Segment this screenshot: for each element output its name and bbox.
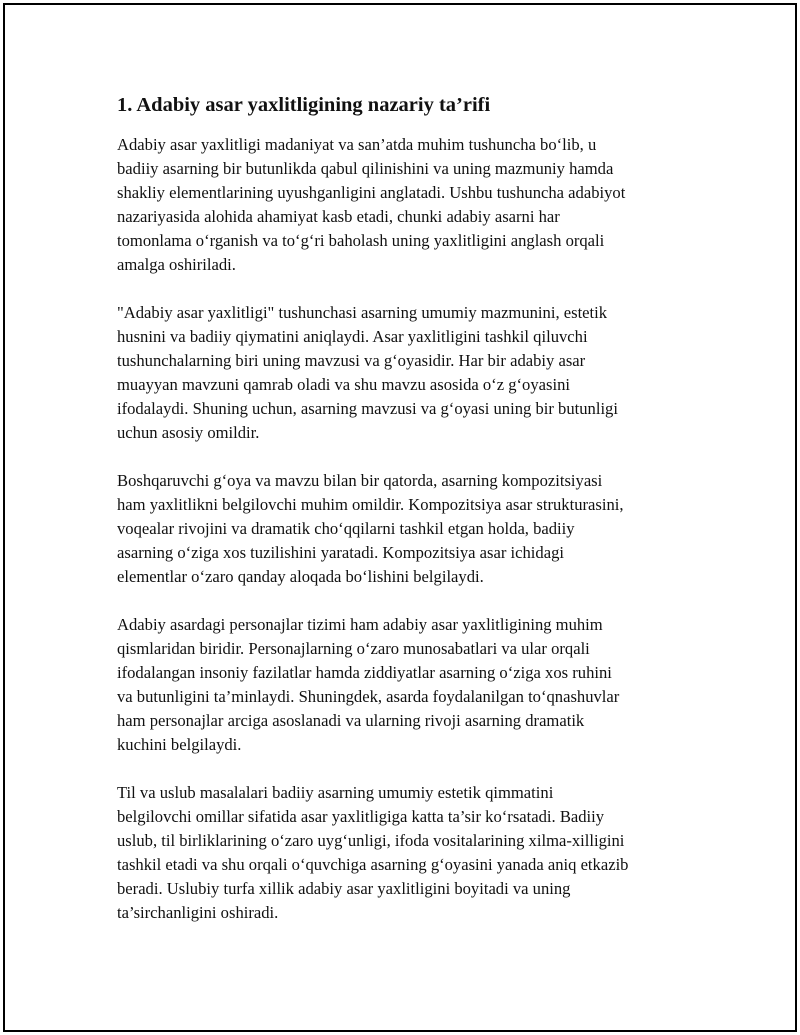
paragraph-line: badiiy asarning bir butunlikda qabul qilinishini va uning mazmuniy hamda	[117, 159, 614, 178]
paragraph-line: tashkil etadi va shu orqali oʻquvchiga asarning gʻoyasini yanada aniq etkazib	[117, 855, 629, 874]
paragraph-1	[117, 133, 689, 277]
paragraph-line: ta’sirchanligini oshiradi.	[117, 903, 279, 922]
paragraph-line: asarning oʻziga xos tuzilishini yaratadi. Kompozitsiya asar ichidagi	[117, 543, 564, 562]
paragraph-line: uslub, til birliklarining oʻzaro uygʻunligi, ifoda vositalarining xilma-xilligini	[117, 831, 625, 850]
paragraph-container	[117, 133, 689, 925]
paragraph-line: qismlaridan biridir. Personajlarning oʻzaro munosabatlari va ular orqali	[117, 639, 590, 658]
paragraph-line: ham personajlar arciga asoslanadi va ularning rivoji asarning dramatik	[117, 711, 585, 730]
paragraph-5	[117, 781, 689, 925]
paragraph-line: tomonlama oʻrganish va toʻgʻri baholash uning yaxlitligini anglash orqali	[117, 231, 605, 250]
paragraph-line: beradi. Uslubiy turfa xillik adabiy asar yaxlitligini boyitadi va uning	[117, 879, 571, 898]
paragraph-line: Til va uslub masalalari badiiy asarning umumiy estetik qimmatini	[117, 783, 554, 802]
paragraph-line: Adabiy asardagi personajlar tizimi ham adabiy asar yaxlitligining muhim	[117, 615, 603, 634]
paragraph-line: ifodalaydi. Shuning uchun, asarning mavzusi va gʻoyasi uning bir butunligi	[117, 399, 618, 418]
paragraph-line: ifodalangan insoniy fazilatlar hamda ziddiyatlar asarning oʻziga xos ruhini	[117, 663, 612, 682]
paragraph-line: uchun asosiy omildir.	[117, 423, 260, 442]
paragraph-line: va butunligini ta’minlaydi. Shuningdek, asarda foydalanilgan toʻqnashuvlar	[117, 687, 620, 706]
paragraph-2	[117, 301, 689, 445]
section-heading: 1. Adabiy asar yaxlitligining nazariy ta’rifi	[117, 94, 491, 116]
paragraph-line: Boshqaruvchi gʻoya va mavzu bilan bir qatorda, asarning kompozitsiyasi	[117, 471, 603, 490]
paragraph-line: nazariyasida alohida ahamiyat kasb etadi, chunki adabiy asarni har	[117, 207, 560, 226]
paragraph-line: amalga oshiriladi.	[117, 255, 236, 274]
paragraph-line: voqealar rivojini va dramatik choʻqqilarni tashkil etgan holda, badiiy	[117, 519, 575, 538]
paragraph-line: ham yaxlitlikni belgilovchi muhim omildir. Kompozitsiya asar strukturasini,	[117, 495, 624, 514]
paragraph-line: tushunchalarning biri uning mavzusi va gʻoyasidir. Har bir adabiy asar	[117, 351, 586, 370]
paragraph-line: husnini va badiiy qiymatini aniqlaydi. Asar yaxlitligini tashkil qiluvchi	[117, 327, 588, 346]
paragraph-4	[117, 613, 689, 757]
paragraph-line: "Adabiy asar yaxlitligi" tushunchasi asarning umumiy mazmunini, estetik	[117, 303, 608, 322]
document-body	[117, 91, 689, 949]
paragraph-line: kuchini belgilaydi.	[117, 735, 242, 754]
paragraph-line: Adabiy asar yaxlitligi madaniyat va san’atda muhim tushuncha boʻlib, u	[117, 135, 597, 154]
paragraph-line: shakliy elementlarining uyushganligini anglatadi. Ushbu tushuncha adabiyot	[117, 183, 626, 202]
paragraph-3	[117, 469, 689, 589]
paragraph-line: muayyan mavzuni qamrab oladi va shu mavzu asosida oʻz gʻoyasini	[117, 375, 570, 394]
paragraph-line: elementlar oʻzaro qanday aloqada boʻlishini belgilaydi.	[117, 567, 484, 586]
paragraph-line: belgilovchi omillar sifatida asar yaxlitligiga katta ta’sir koʻrsatadi. Badiiy	[117, 807, 605, 826]
